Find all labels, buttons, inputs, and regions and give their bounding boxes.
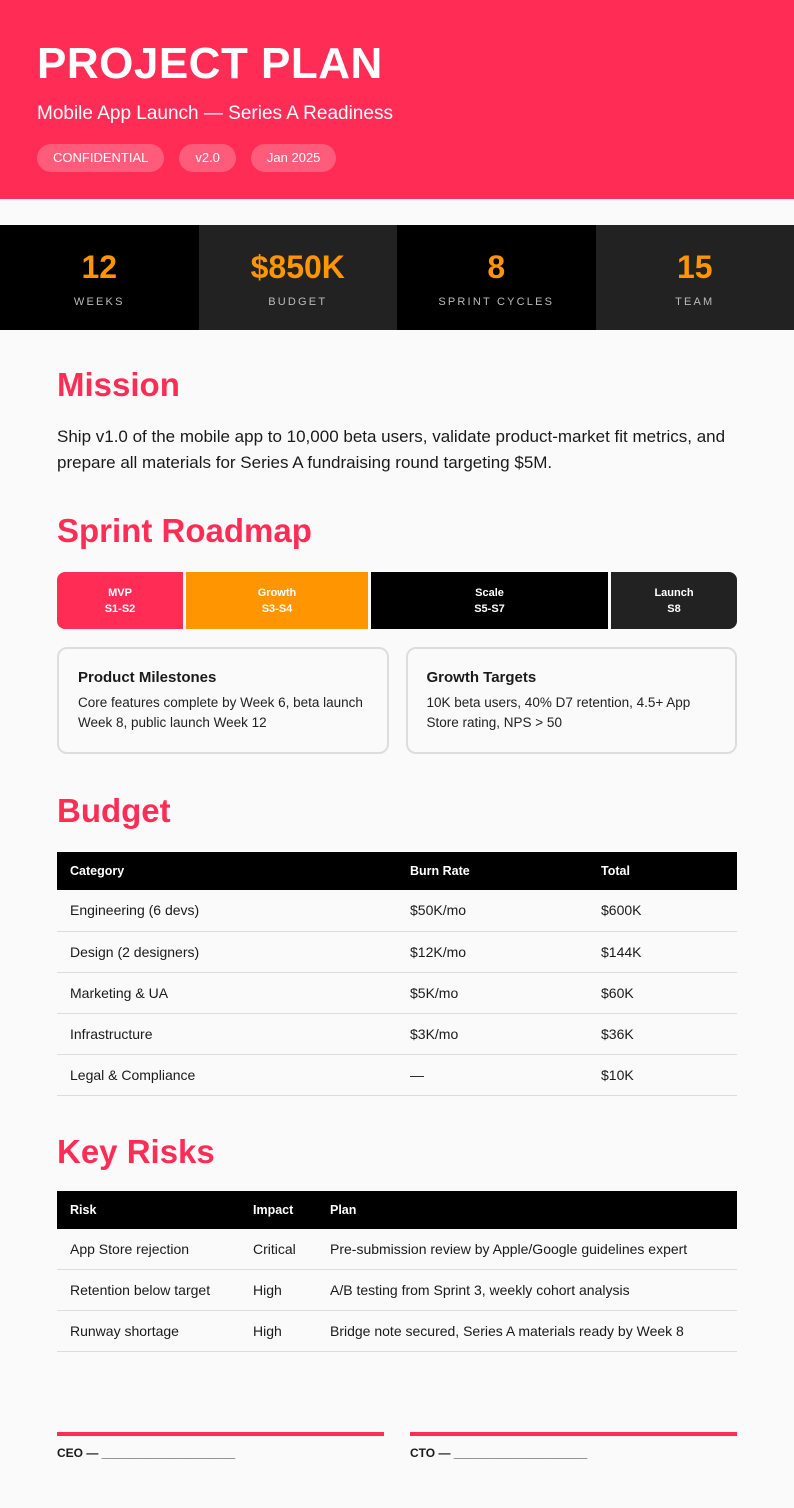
page-subtitle: Mobile App Launch — Series A Readiness [37, 104, 757, 125]
column-header: Burn Rate [397, 852, 588, 890]
column-header: Total [588, 852, 737, 890]
table-row [57, 1311, 737, 1352]
roadmap-cards [57, 647, 737, 754]
cell-burn-rate: $5K/mo [397, 972, 588, 1013]
table-row [57, 890, 737, 931]
product-milestones-card [57, 647, 389, 754]
stat-value: 15 [677, 251, 713, 283]
roadmap-segment-growth [186, 572, 368, 629]
stat-weeks [0, 225, 199, 330]
version-badge: v2.0 [179, 144, 236, 172]
cell-plan: A/B testing from Sprint 3, weekly cohort analysis [317, 1270, 737, 1311]
table-row [57, 1270, 737, 1311]
card-body: Core features complete by Week 6, beta launch Week 8, public launch Week 12 [78, 693, 368, 733]
stat-label: TEAM [675, 296, 714, 308]
card-title: Growth Targets [427, 669, 717, 686]
cell-total: $60K [588, 972, 737, 1013]
stat-label: SPRINT CYCLES [438, 296, 554, 308]
table-row [57, 1054, 737, 1095]
cell-category: Engineering (6 devs) [57, 890, 397, 931]
page-header [0, 0, 794, 199]
stat-value: 12 [81, 251, 117, 283]
stat-label: BUDGET [268, 296, 327, 308]
table-header-row [57, 1191, 737, 1229]
cell-risk: Retention below target [57, 1270, 240, 1311]
stat-value: 8 [487, 251, 505, 283]
roadmap-heading: Sprint Roadmap [57, 514, 737, 547]
stat-sprint-cycles [397, 225, 596, 330]
column-header: Risk [57, 1191, 240, 1229]
bottom-spacer [57, 1460, 737, 1508]
badge-row [37, 144, 757, 172]
column-header: Impact [240, 1191, 317, 1229]
signature-block [57, 1432, 737, 1460]
date-badge: Jan 2025 [251, 144, 337, 172]
cell-risk: Runway shortage [57, 1311, 240, 1352]
segment-range: S8 [667, 601, 680, 617]
segment-name: MVP [108, 585, 132, 601]
segment-name: Growth [258, 585, 297, 601]
budget-table [57, 852, 737, 1096]
cell-plan: Bridge note secured, Series A materials ready by Week 8 [317, 1311, 737, 1352]
growth-targets-card [406, 647, 738, 754]
budget-heading: Budget [57, 794, 737, 827]
roadmap-segment-scale [371, 572, 608, 629]
stat-label: WEEKS [74, 296, 125, 308]
cell-burn-rate: $3K/mo [397, 1013, 588, 1054]
confidential-badge: CONFIDENTIAL [37, 144, 164, 172]
table-row [57, 1013, 737, 1054]
stat-budget [199, 225, 398, 330]
cell-plan: Pre-submission review by Apple/Google guidelines expert [317, 1229, 737, 1270]
segment-range: S3-S4 [262, 601, 293, 617]
cell-category: Legal & Compliance [57, 1054, 397, 1095]
main-content [0, 368, 794, 1508]
mission-text: Ship v1.0 of the mobile app to 10,000 beta users, validate product-market fit metrics, and prepare all materials for Series A fundraising round targeting $5M. [57, 424, 737, 476]
roadmap-segment-launch [611, 572, 737, 629]
cell-risk: App Store rejection [57, 1229, 240, 1270]
column-header: Plan [317, 1191, 737, 1229]
table-header-row [57, 852, 737, 890]
risks-heading: Key Risks [57, 1135, 737, 1168]
segment-name: Scale [475, 585, 504, 601]
segment-range: S5-S7 [474, 601, 505, 617]
segment-name: Launch [654, 585, 693, 601]
stat-value: $850K [251, 251, 345, 283]
table-row [57, 972, 737, 1013]
stats-bar [0, 225, 794, 330]
cell-impact: High [240, 1311, 317, 1352]
cell-impact: High [240, 1270, 317, 1311]
stat-team [596, 225, 794, 330]
cto-signature-line: CTO — ____________________ [410, 1432, 737, 1460]
card-title: Product Milestones [78, 669, 368, 686]
page-title: PROJECT PLAN [37, 42, 757, 86]
mission-heading: Mission [57, 368, 737, 401]
roadmap-segment-mvp [57, 572, 183, 629]
sprint-roadmap-bar [57, 572, 737, 629]
cell-category: Infrastructure [57, 1013, 397, 1054]
cell-category: Marketing & UA [57, 972, 397, 1013]
risks-table [57, 1191, 737, 1353]
card-body: 10K beta users, 40% D7 retention, 4.5+ App Store rating, NPS > 50 [427, 693, 717, 733]
cell-total: $600K [588, 890, 737, 931]
cell-total: $10K [588, 1054, 737, 1095]
cell-total: $144K [588, 931, 737, 972]
table-row [57, 931, 737, 972]
ceo-signature-line: CEO — ____________________ [57, 1432, 384, 1460]
cell-category: Design (2 designers) [57, 931, 397, 972]
cell-burn-rate: $50K/mo [397, 890, 588, 931]
cell-total: $36K [588, 1013, 737, 1054]
segment-range: S1-S2 [105, 601, 136, 617]
column-header: Category [57, 852, 397, 890]
cell-burn-rate: — [397, 1054, 588, 1095]
cell-impact: Critical [240, 1229, 317, 1270]
table-row [57, 1229, 737, 1270]
cell-burn-rate: $12K/mo [397, 931, 588, 972]
